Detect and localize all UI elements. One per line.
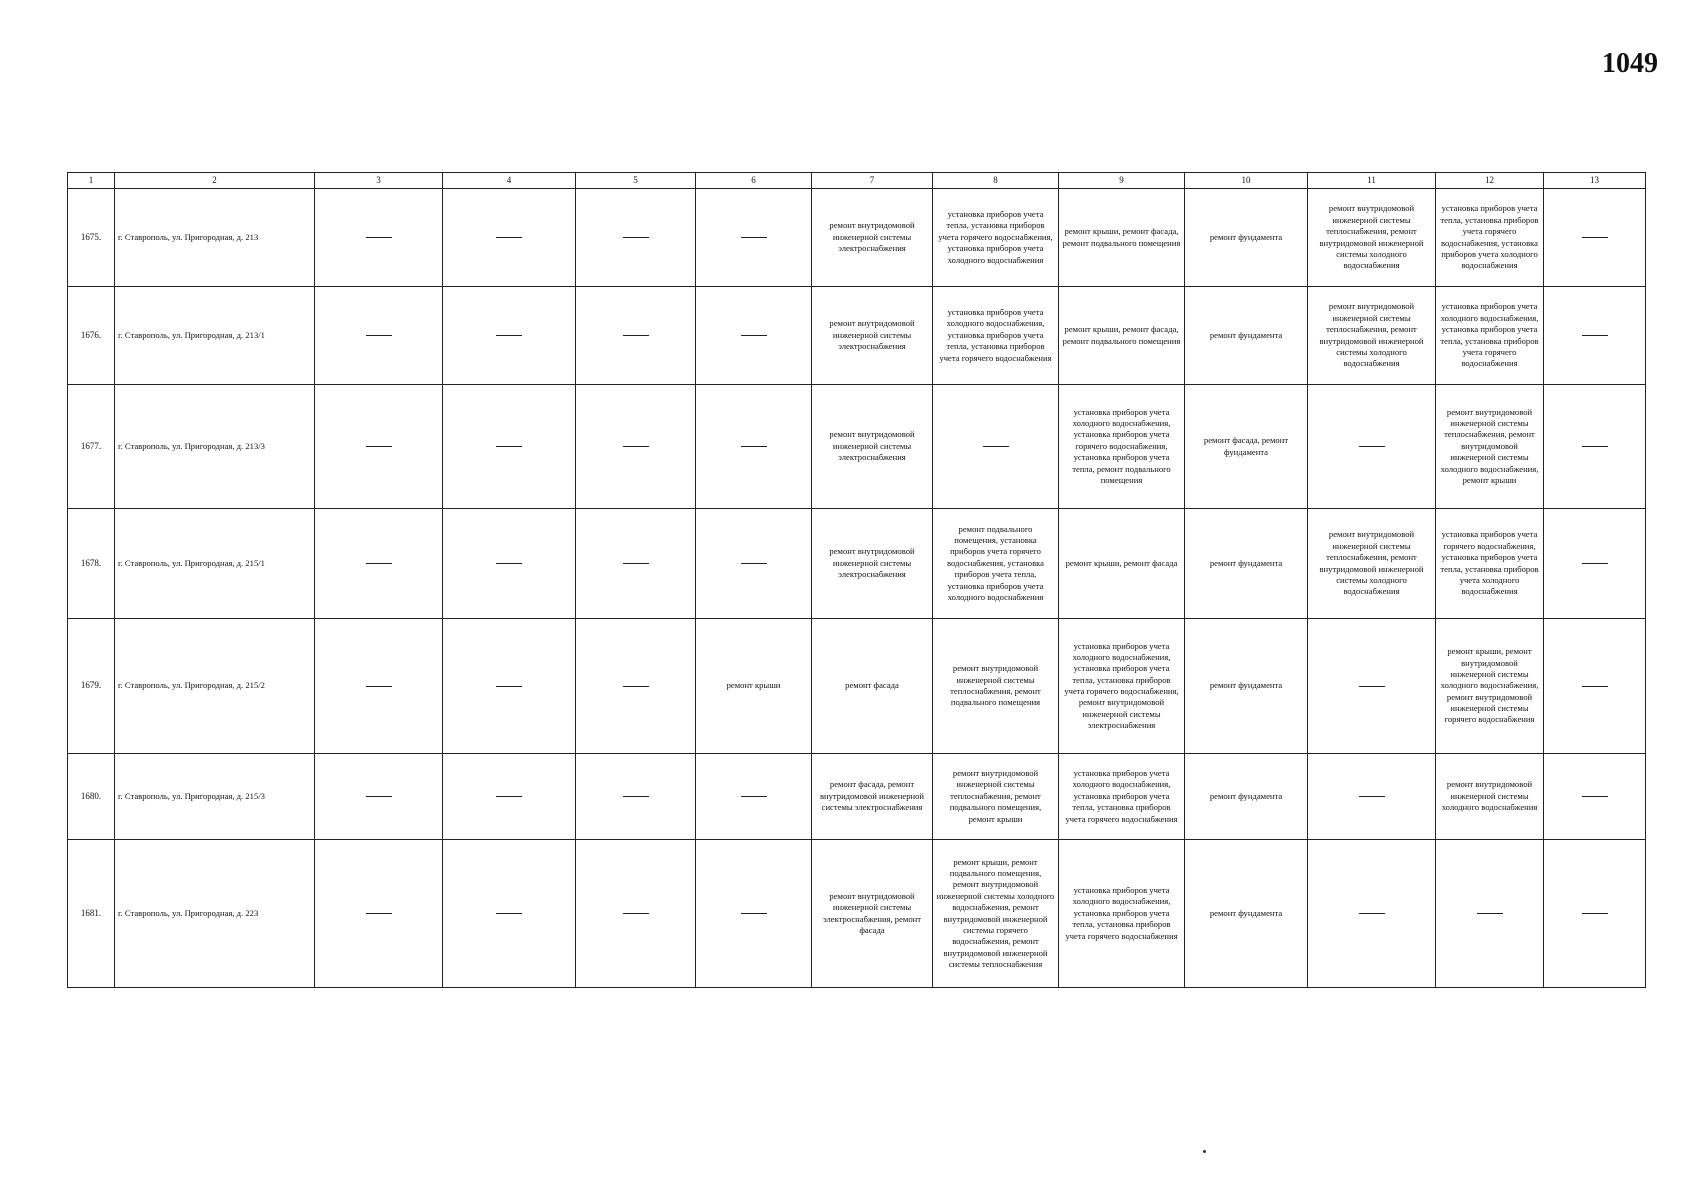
work-cell-c10: ремонт фундамента bbox=[1185, 189, 1308, 287]
work-cell-c8: ремонт внутридомовой инженерной системы теплоснабжения, ремонт подвального помещения bbox=[933, 619, 1059, 754]
work-cell-c10: ремонт фасада, ремонт фундамента bbox=[1185, 385, 1308, 509]
work-cell-c12: установка приборов учета горячего водоснабжения, установка приборов учета тепла, установка приборов учета холодного водоснабжения bbox=[1436, 509, 1544, 619]
work-cell-c13 bbox=[1544, 287, 1646, 385]
column-header: 1 bbox=[68, 173, 115, 189]
work-cell-c13 bbox=[1544, 754, 1646, 840]
work-cell-c10: ремонт фундамента bbox=[1185, 840, 1308, 988]
work-cell-c4 bbox=[443, 509, 576, 619]
work-cell-c11: ремонт внутридомовой инженерной системы теплоснабжения, ремонт внутридомовой инженерной системы холодного водоснабжения bbox=[1308, 189, 1436, 287]
work-cell-c4 bbox=[443, 840, 576, 988]
table-row bbox=[68, 385, 1646, 509]
work-cell-c9: установка приборов учета холодного водоснабжения, установка приборов учета тепла, установка приборов учета горячего водоснабжения bbox=[1059, 840, 1185, 988]
work-cell-c5 bbox=[576, 385, 696, 509]
work-cell-c10: ремонт фундамента bbox=[1185, 509, 1308, 619]
dash-mark bbox=[623, 335, 649, 336]
dash-mark bbox=[983, 446, 1009, 447]
dash-mark bbox=[496, 335, 522, 336]
dash-mark bbox=[623, 446, 649, 447]
row-number: 1680. bbox=[68, 754, 115, 840]
column-header: 13 bbox=[1544, 173, 1646, 189]
work-cell-c13 bbox=[1544, 189, 1646, 287]
work-cell-c4 bbox=[443, 287, 576, 385]
work-cell-c9: установка приборов учета холодного водоснабжения, установка приборов учета тепла, установка приборов учета горячего водоснабжения bbox=[1059, 754, 1185, 840]
work-cell-c6 bbox=[696, 509, 812, 619]
column-header: 11 bbox=[1308, 173, 1436, 189]
work-cell-c9: ремонт крыши, ремонт фасада, ремонт подвального помещения bbox=[1059, 287, 1185, 385]
work-cell-c3 bbox=[315, 619, 443, 754]
dash-mark bbox=[1582, 796, 1608, 797]
dash-mark bbox=[623, 237, 649, 238]
dash-mark bbox=[741, 446, 767, 447]
work-cell-c8: установка приборов учета тепла, установка приборов учета горячего водоснабжения, установка приборов учета холодного водоснабжения bbox=[933, 189, 1059, 287]
work-cell-c13 bbox=[1544, 385, 1646, 509]
work-cell-c11 bbox=[1308, 619, 1436, 754]
dash-mark bbox=[366, 237, 392, 238]
address-cell: г. Ставрополь, ул. Пригородная, д. 215/2 bbox=[115, 619, 315, 754]
work-cell-c13 bbox=[1544, 509, 1646, 619]
work-cell-c4 bbox=[443, 754, 576, 840]
work-cell-c10: ремонт фундамента bbox=[1185, 619, 1308, 754]
dash-mark bbox=[366, 913, 392, 914]
work-cell-c5 bbox=[576, 509, 696, 619]
dash-mark bbox=[1582, 237, 1608, 238]
dash-mark bbox=[1582, 446, 1608, 447]
dash-mark bbox=[1582, 686, 1608, 687]
work-cell-c3 bbox=[315, 189, 443, 287]
work-cell-c7: ремонт фасада bbox=[812, 619, 933, 754]
work-cell-c12 bbox=[1436, 840, 1544, 988]
dash-mark bbox=[366, 335, 392, 336]
column-header: 5 bbox=[576, 173, 696, 189]
dash-mark bbox=[623, 563, 649, 564]
work-cell-c10: ремонт фундамента bbox=[1185, 754, 1308, 840]
header-row bbox=[68, 173, 1646, 189]
row-number: 1676. bbox=[68, 287, 115, 385]
work-cell-c11: ремонт внутридомовой инженерной системы теплоснабжения, ремонт внутридомовой инженерной системы холодного водоснабжения bbox=[1308, 509, 1436, 619]
work-cell-c4 bbox=[443, 189, 576, 287]
dash-mark bbox=[1477, 913, 1503, 914]
address-cell: г. Ставрополь, ул. Пригородная, д. 223 bbox=[115, 840, 315, 988]
dash-mark bbox=[1359, 913, 1385, 914]
work-cell-c3 bbox=[315, 509, 443, 619]
work-cell-c3 bbox=[315, 754, 443, 840]
column-header: 9 bbox=[1059, 173, 1185, 189]
address-cell: г. Ставрополь, ул. Пригородная, д. 213 bbox=[115, 189, 315, 287]
table-row bbox=[68, 619, 1646, 754]
dash-mark bbox=[623, 686, 649, 687]
column-header: 3 bbox=[315, 173, 443, 189]
dash-mark bbox=[496, 796, 522, 797]
work-cell-c13 bbox=[1544, 619, 1646, 754]
column-header: 4 bbox=[443, 173, 576, 189]
column-header: 6 bbox=[696, 173, 812, 189]
work-cell-c12: установка приборов учета тепла, установка приборов учета горячего водоснабжения, установка приборов учета холодного водоснабжения bbox=[1436, 189, 1544, 287]
work-cell-c6 bbox=[696, 385, 812, 509]
work-cell-c5 bbox=[576, 754, 696, 840]
dash-mark bbox=[496, 563, 522, 564]
work-cell-c9: установка приборов учета холодного водоснабжения, установка приборов учета горячего водоснабжения, установка приборов учета тепла, ремонт подвального помещения bbox=[1059, 385, 1185, 509]
work-cell-c8 bbox=[933, 385, 1059, 509]
work-cell-c9: ремонт крыши, ремонт фасада bbox=[1059, 509, 1185, 619]
dash-mark bbox=[623, 796, 649, 797]
row-number: 1678. bbox=[68, 509, 115, 619]
address-cell: г. Ставрополь, ул. Пригородная, д. 215/1 bbox=[115, 509, 315, 619]
dash-mark bbox=[366, 563, 392, 564]
dash-mark bbox=[1359, 446, 1385, 447]
work-cell-c12: ремонт внутридомовой инженерной системы теплоснабжения, ремонт внутридомовой инженерной системы холодного водоснабжения, ремонт крыши bbox=[1436, 385, 1544, 509]
work-cell-c7: ремонт фасада, ремонт внутридомовой инженерной системы электроснабжения bbox=[812, 754, 933, 840]
dash-mark bbox=[496, 446, 522, 447]
work-cell-c6 bbox=[696, 287, 812, 385]
work-cell-c12: ремонт крыши, ремонт внутридомовой инженерной системы холодного водоснабжения, ремонт внутридомовой инженерной системы горячего водоснабжения bbox=[1436, 619, 1544, 754]
work-cell-c6: ремонт крыши bbox=[696, 619, 812, 754]
work-cell-c11: ремонт внутридомовой инженерной системы теплоснабжения, ремонт внутридомовой инженерной системы холодного водоснабжения bbox=[1308, 287, 1436, 385]
dash-mark bbox=[366, 446, 392, 447]
work-cell-c9: установка приборов учета холодного водоснабжения, установка приборов учета тепла, установка приборов учета горячего водоснабжения, ремонт внутридомовой инженерной системы электроснабжения bbox=[1059, 619, 1185, 754]
dash-mark bbox=[623, 913, 649, 914]
work-cell-c4 bbox=[443, 385, 576, 509]
work-cell-c8: ремонт крыши, ремонт подвального помещения, ремонт внутридомовой инженерной системы холодного водоснабжения, ремонт внутридомовой инженерной системы горячего водоснабжения, ремонт внутридомовой инженерной системы теплоснабжения bbox=[933, 840, 1059, 988]
column-header: 10 bbox=[1185, 173, 1308, 189]
work-cell-c4 bbox=[443, 619, 576, 754]
work-cell-c5 bbox=[576, 189, 696, 287]
work-cell-c6 bbox=[696, 840, 812, 988]
work-cell-c3 bbox=[315, 840, 443, 988]
table-row bbox=[68, 754, 1646, 840]
column-header: 2 bbox=[115, 173, 315, 189]
work-cell-c3 bbox=[315, 385, 443, 509]
column-header: 12 bbox=[1436, 173, 1544, 189]
column-header: 7 bbox=[812, 173, 933, 189]
row-number: 1677. bbox=[68, 385, 115, 509]
repair-schedule-table bbox=[67, 172, 1646, 988]
dash-mark bbox=[1359, 686, 1385, 687]
work-cell-c5 bbox=[576, 619, 696, 754]
address-cell: г. Ставрополь, ул. Пригородная, д. 213/1 bbox=[115, 287, 315, 385]
dash-mark bbox=[741, 563, 767, 564]
dash-mark bbox=[496, 913, 522, 914]
dash-mark bbox=[741, 335, 767, 336]
work-cell-c11 bbox=[1308, 754, 1436, 840]
dash-mark bbox=[741, 913, 767, 914]
work-cell-c11 bbox=[1308, 385, 1436, 509]
work-cell-c8: установка приборов учета холодного водоснабжения, установка приборов учета тепла, установка приборов учета горячего водоснабжения bbox=[933, 287, 1059, 385]
address-cell: г. Ставрополь, ул. Пригородная, д. 213/3 bbox=[115, 385, 315, 509]
table-row bbox=[68, 189, 1646, 287]
row-number: 1675. bbox=[68, 189, 115, 287]
work-cell-c12: ремонт внутридомовой инженерной системы холодного водоснабжения bbox=[1436, 754, 1544, 840]
work-cell-c13 bbox=[1544, 840, 1646, 988]
row-number: 1681. bbox=[68, 840, 115, 988]
dash-mark bbox=[496, 237, 522, 238]
dash-mark bbox=[496, 686, 522, 687]
work-cell-c7: ремонт внутридомовой инженерной системы электроснабжения bbox=[812, 509, 933, 619]
dash-mark bbox=[366, 796, 392, 797]
column-header: 8 bbox=[933, 173, 1059, 189]
dash-mark bbox=[1359, 796, 1385, 797]
work-cell-c5 bbox=[576, 287, 696, 385]
dash-mark bbox=[1582, 563, 1608, 564]
table-row bbox=[68, 840, 1646, 988]
work-cell-c7: ремонт внутридомовой инженерной системы электроснабжения bbox=[812, 189, 933, 287]
work-cell-c7: ремонт внутридомовой инженерной системы электроснабжения, ремонт фасада bbox=[812, 840, 933, 988]
work-cell-c9: ремонт крыши, ремонт фасада, ремонт подвального помещения bbox=[1059, 189, 1185, 287]
page-number: 1049 bbox=[1602, 48, 1658, 79]
dash-mark bbox=[1582, 335, 1608, 336]
work-cell-c8: ремонт внутридомовой инженерной системы теплоснабжения, ремонт подвального помещения, ремонт крыши bbox=[933, 754, 1059, 840]
dash-mark bbox=[741, 237, 767, 238]
work-cell-c7: ремонт внутридомовой инженерной системы электроснабжения bbox=[812, 385, 933, 509]
work-cell-c3 bbox=[315, 287, 443, 385]
table-row bbox=[68, 287, 1646, 385]
dash-mark bbox=[741, 796, 767, 797]
work-cell-c6 bbox=[696, 754, 812, 840]
scan-speck bbox=[1203, 1150, 1206, 1153]
row-number: 1679. bbox=[68, 619, 115, 754]
work-cell-c7: ремонт внутридомовой инженерной системы электроснабжения bbox=[812, 287, 933, 385]
work-cell-c5 bbox=[576, 840, 696, 988]
dash-mark bbox=[366, 686, 392, 687]
work-cell-c10: ремонт фундамента bbox=[1185, 287, 1308, 385]
work-cell-c8: ремонт подвального помещения, установка приборов учета горячего водоснабжения, установка приборов учета тепла, установка приборов учета холодного водоснабжения bbox=[933, 509, 1059, 619]
work-cell-c12: установка приборов учета холодного водоснабжения, установка приборов учета тепла, установка приборов учета горячего водоснабжения bbox=[1436, 287, 1544, 385]
work-cell-c11 bbox=[1308, 840, 1436, 988]
dash-mark bbox=[1582, 913, 1608, 914]
work-cell-c6 bbox=[696, 189, 812, 287]
table-row bbox=[68, 509, 1646, 619]
address-cell: г. Ставрополь, ул. Пригородная, д. 215/3 bbox=[115, 754, 315, 840]
